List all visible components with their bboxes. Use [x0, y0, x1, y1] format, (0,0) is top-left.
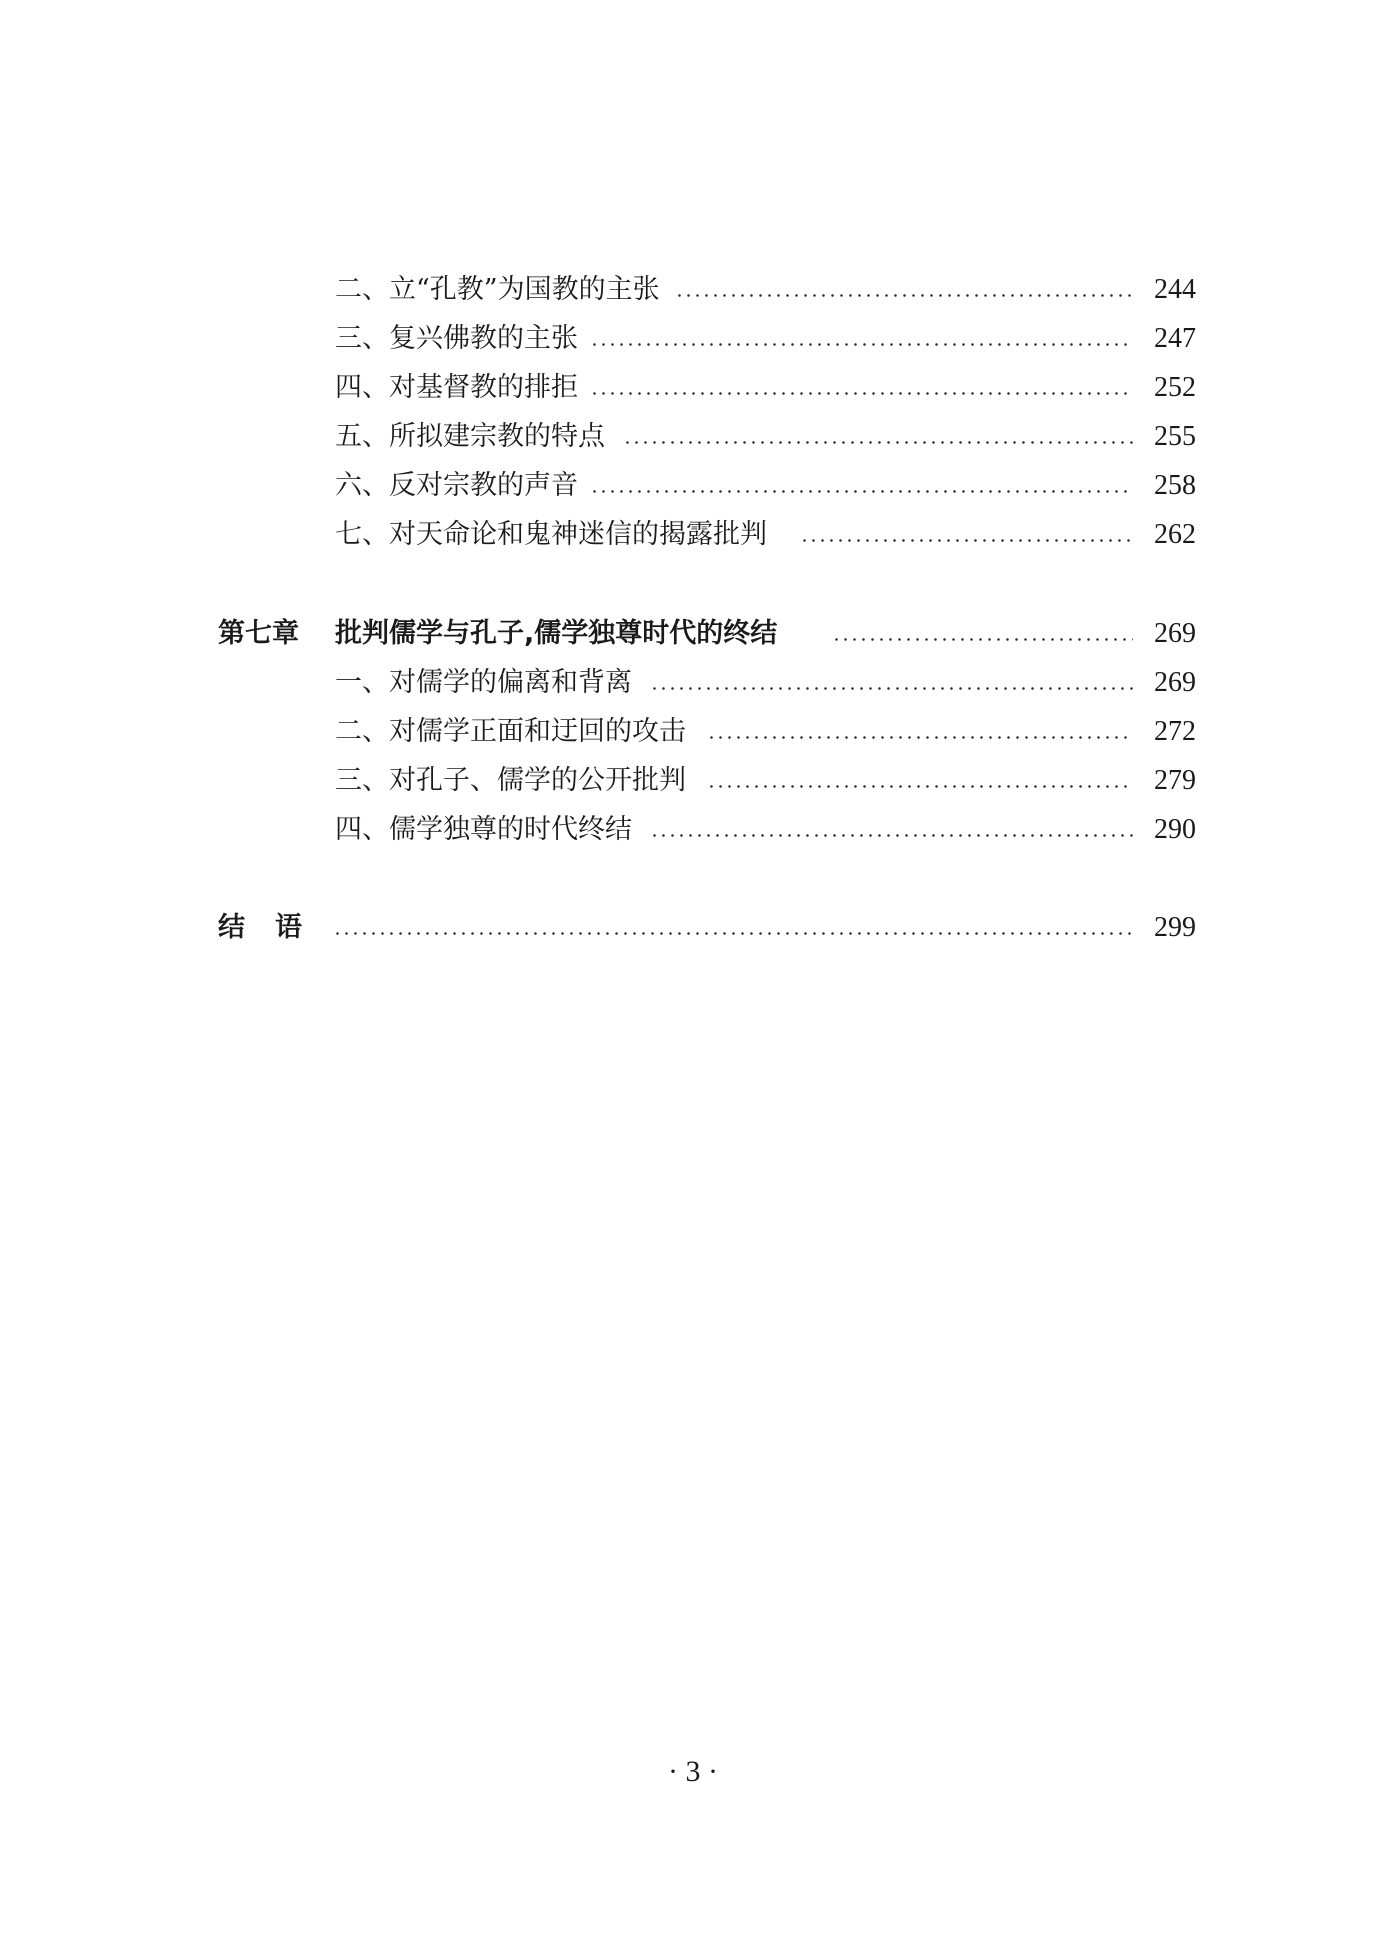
toc-entry[interactable] [0, 466, 1386, 506]
dot-leader [590, 319, 1133, 359]
toc-entry-page: 258 [1154, 470, 1196, 501]
dot-leader [623, 417, 1133, 457]
dot-leader [707, 761, 1133, 801]
chapter-title: 批判儒学与孔子,儒学独尊时代的终结 [335, 618, 778, 649]
toc-entry[interactable] [0, 515, 1386, 555]
toc-entry-label: 六、反对宗教的声音 [335, 470, 578, 501]
toc-entry[interactable] [0, 368, 1386, 408]
toc-entry-label: 五、所拟建宗教的特点 [335, 421, 605, 452]
toc-entry-page: 247 [1154, 323, 1196, 354]
toc-entry-label: 四、对基督教的排拒 [335, 372, 578, 403]
toc-entry-page: 262 [1154, 519, 1196, 550]
toc-conclusion[interactable] [0, 908, 1386, 948]
toc-entry[interactable] [0, 319, 1386, 359]
toc-entry-label: 二、对儒学正面和迂回的攻击 [335, 716, 686, 747]
toc-entry-label: 二、立“孔教”为国教的主张 [335, 274, 660, 305]
toc-entry-label: 七、对天命论和鬼神迷信的揭露批判 [335, 519, 767, 550]
dot-leader [800, 515, 1133, 555]
toc-entry-label: 四、儒学独尊的时代终结 [335, 814, 632, 845]
toc-entry[interactable] [0, 417, 1386, 457]
dot-leader [675, 270, 1133, 310]
dot-leader [707, 712, 1133, 752]
chapter-page: 269 [1154, 618, 1196, 649]
toc-chapter[interactable] [0, 614, 1386, 654]
chapter-number: 第七章 [218, 618, 299, 649]
toc-entry[interactable] [0, 761, 1386, 801]
dot-leader [832, 614, 1133, 654]
dot-leader [333, 908, 1133, 948]
dot-leader [650, 810, 1133, 850]
toc-entry-label: 三、对孔子、儒学的公开批判 [335, 765, 686, 796]
toc-entry-page: 244 [1154, 274, 1196, 305]
toc-entry-label: 三、复兴佛教的主张 [335, 323, 578, 354]
toc-entry-page: 290 [1154, 814, 1196, 845]
toc-entry-page: 252 [1154, 372, 1196, 403]
toc-entry-label: 一、对儒学的偏离和背离 [335, 667, 632, 698]
toc-entry[interactable] [0, 810, 1386, 850]
toc-entry[interactable] [0, 663, 1386, 703]
toc-entry-page: 272 [1154, 716, 1196, 747]
conclusion-page: 299 [1154, 912, 1196, 943]
dot-leader [590, 368, 1133, 408]
toc-entry-page: 279 [1154, 765, 1196, 796]
toc-entry-page: 269 [1154, 667, 1196, 698]
page-number: · 3 · [668, 1755, 718, 1788]
toc-entry[interactable] [0, 270, 1386, 310]
dot-leader [590, 466, 1133, 506]
dot-leader [650, 663, 1133, 703]
conclusion-label: 结语 [218, 912, 332, 943]
toc-entry-page: 255 [1154, 421, 1196, 452]
toc-entry[interactable] [0, 712, 1386, 752]
